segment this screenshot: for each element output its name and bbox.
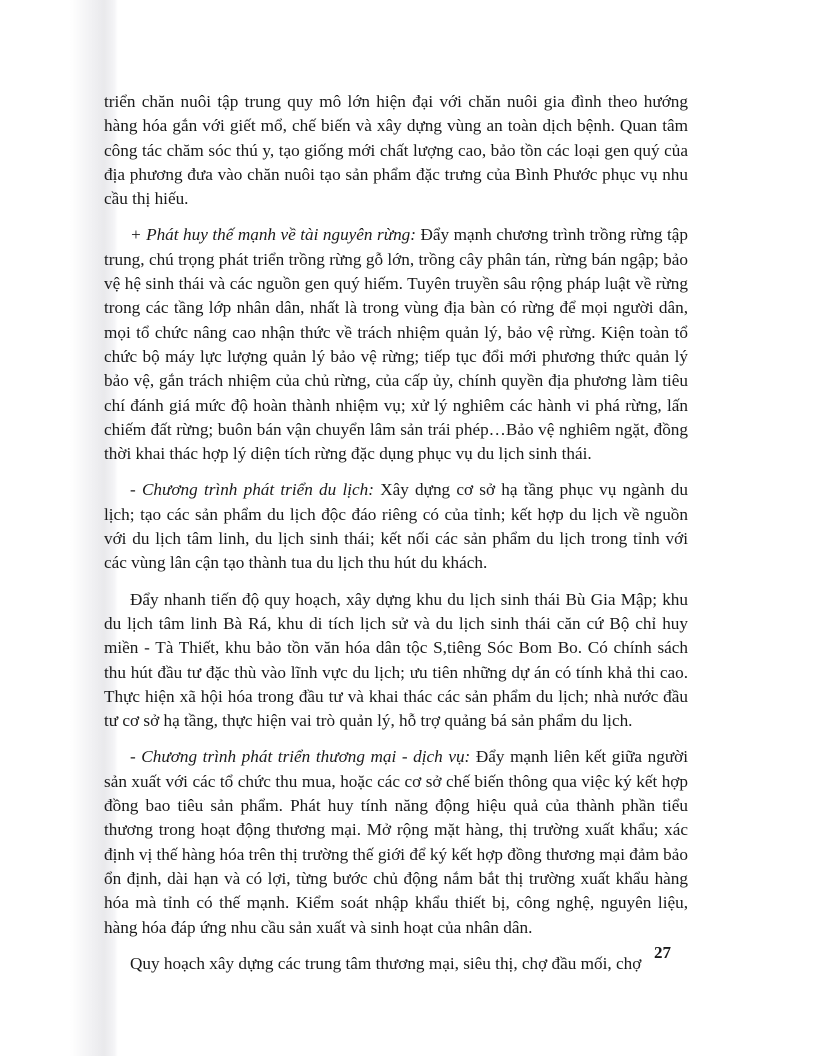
binding-shadow — [0, 0, 118, 1056]
paragraph-lead: - Chương trình phát triển du lịch: — [130, 480, 374, 500]
paragraph-lead: + Phát huy thế mạnh về tài nguyên rừng: — [130, 225, 416, 245]
paragraph-text: Xây dựng cơ sở hạ tầng phục vụ ngành du lịch; tạo các sản phẩm du lịch độc đáo riêng có của tỉnh; kết hợp du lịch về nguồn với du lịch tâm linh, du lịch sinh thái; kết nối các sản phẩm du lịch trong tỉnh với các vùng lân cận tạo thành tua du lịch thu hút du khách. — [104, 480, 688, 573]
page-number: 27 — [654, 943, 671, 962]
paragraph-trade-planning — [104, 952, 688, 976]
paragraph-tourism-planning — [104, 588, 688, 734]
paragraph-lead: - Chương trình phát triển thương mại - dịch vụ: — [130, 747, 471, 767]
paragraph-trade-services — [104, 745, 688, 939]
paragraph-text: Quy hoạch xây dựng các trung tâm thương mại, siêu thị, chợ đầu mối, chợ — [130, 953, 642, 973]
page-body — [104, 90, 688, 988]
paragraph-text: Đẩy nhanh tiến độ quy hoạch, xây dựng khu du lịch sinh thái Bù Gia Mập; khu du lịch tâm linh Bà Rá, khu di tích lịch sử và du lịch sinh thái căn cứ Bộ chỉ huy miền - Tà Thiết, khu bảo tồn văn hóa dân tộc S,tiêng Sóc Bom Bo. Có chính sách thu hút đầu tư đặc thù vào lĩnh vực du lịch; ưu tiên những dự án có tính khả thi cao. Thực hiện xã hội hóa trong đầu tư và khai thác các sản phẩm du lịch; nhà nước đầu tư cơ sở hạ tầng, thực hiện vai trò quản lý, hỗ trợ quảng bá sản phẩm du lịch. — [104, 589, 688, 731]
paragraph-text: Đẩy mạnh liên kết giữa người sản xuất với các tổ chức thu mua, hoặc các cơ sở chế biến thông qua việc ký kết hợp đồng bao tiêu sản phẩm. Phát huy tính năng động hiệu quả của thành phần tiểu thương trong hoạt động thương mại. Mở rộng mặt hàng, thị trường xuất khẩu; xác định vị thế hàng hóa trên thị trường thế giới để ký kết hợp đồng thương mại đảm bảo ổn định, dài hạn và có lợi, từng bước chủ động nắm bắt thị trường xuất khẩu hàng hóa mà tỉnh có thế mạnh. Kiểm soát nhập khẩu thiết bị, công nghệ, nguyên liệu, hàng hóa đáp ứng nhu cầu sản xuất và sinh hoạt của nhân dân. — [104, 747, 688, 937]
paragraph-livestock — [104, 90, 688, 211]
paragraph-tourism-program — [104, 478, 688, 575]
paragraph-text: Đẩy mạnh chương trình trồng rừng tập trung, chú trọng phát triển trồng rừng gỗ lớn, trồng cây phân tán, rừng bán ngập; bảo vệ hệ sinh thái và các nguồn gen quý hiếm. Tuyên truyền sâu rộng pháp luật về rừng trong các tầng lớp nhân dân, nhất là trong vùng địa bàn có rừng để mọi người dân, mọi tổ chức nâng cao nhận thức về trách nhiệm quản lý, bảo vệ rừng. Kiện toàn tổ chức bộ máy lực lượng quản lý bảo vệ rừng; tiếp tục đổi mới phương thức quản lý bảo vệ, gắn trách nhiệm của chủ rừng, của cấp ủy, chính quyền địa phương làm tiêu chí đánh giá mức độ hoàn thành nhiệm vụ; xử lý nghiêm các hành vi phá rừng, lấn chiếm đất rừng; buôn bán vận chuyển lâm sản trái phép…Bảo vệ nghiêm ngặt, đồng thời khai thác hợp lý diện tích rừng đặc dụng phục vụ du lịch sinh thái. — [104, 225, 688, 464]
paragraph-text: triển chăn nuôi tập trung quy mô lớn hiện đại với chăn nuôi gia đình theo hướng hàng hóa gắn với giết mổ, chế biến và xây dựng vùng an toàn dịch bệnh. Quan tâm công tác chăm sóc thú y, tạo giống mới chất lượng cao, bảo tồn các loại gen quý của địa phương đưa vào chăn nuôi tạo sản phẩm đặc trưng của Bình Phước phục vụ nhu cầu thị hiếu. — [104, 92, 688, 209]
paragraph-forest-resources — [104, 223, 688, 466]
